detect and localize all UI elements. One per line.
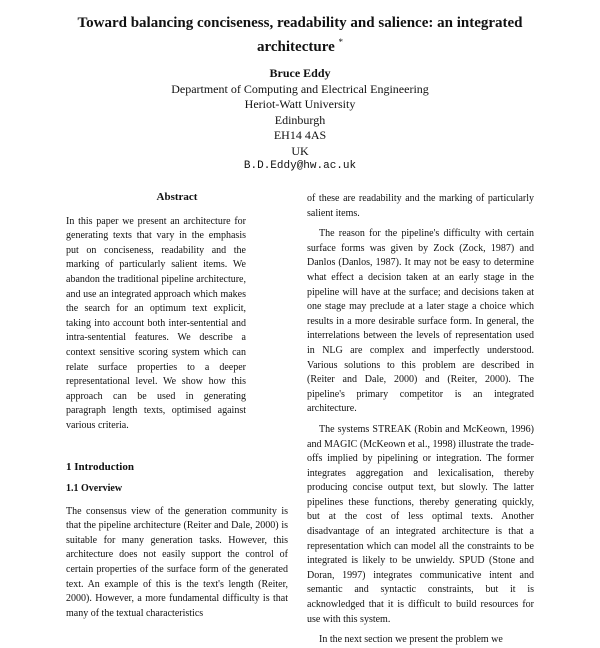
author-department: Department of Computing and Electrical Engineering <box>171 81 429 96</box>
left-column <box>66 190 288 621</box>
right-column <box>307 192 534 648</box>
right-paragraph-3: The systems STREAK (Robin and McKeown, 1996) and MAGIC (McKeown et al., 1998) illustrate the trade-offs implied by pipelining or integration. The former integrates aggregation and lexicalisation, thereby producing concise output text, but slowly. The latter pipelines these functions, thereby generating quickly, but at the cost of less optimal texts. Another disadvantage of an integrated architecture is that a representation which can model all the constraints to be integrated is likely to be unwieldy. SPUD (Stone and Doran, 1997) integrates communicative intent and semantic and syntactic constraints, but it is acknowledged that it is difficult to build resources for use with this system. <box>307 423 534 625</box>
abstract-heading: Abstract <box>156 191 198 203</box>
author-country: UK <box>291 143 309 158</box>
subsection-heading-overview: 1.1 Overview <box>66 483 123 495</box>
overview-paragraph: The consensus view of the generation community is that the pipeline architecture (Reiter and Dale, 2000) is suitable for many generation tasks. However, this architecture does not easily support the control of certain properties of the surface form of the generated text. An example of this is the text's length (Reiter, 2000). However, a more fundamental difficulty is that many of the textual characteristics <box>66 505 288 619</box>
paper-title <box>40 14 560 57</box>
author-block <box>100 66 500 175</box>
right-paragraph-1: of these are readability and the marking of particularly salient items. <box>307 193 534 219</box>
author-city: Edinburgh <box>274 112 326 127</box>
author-email[interactable]: B.D.Eddy@hw.ac.uk <box>243 160 357 172</box>
right-paragraph-2: The reason for the pipeline's difficulty with certain surface forms was given by Zock (Zock, 1987) and Danlos (Danlos, 1987). It may not be easy to determine what effect a decision taken at an early stage in the pipeline will have at the surface; and decisions taken at one stage may preclude at a later stage a choice which results in a more desirable surface form. In general, the interrelations between the levels of representation used in NLG are complex and imperfectly understood. Various solutions to this problem are described in (Reiter and Dale, 2000) and (Reiter, 2000). The pipeline's primary competitor is an integrated architecture. <box>307 228 534 415</box>
paper-title-text: Toward balancing conciseness, readability and salience: an integrated architecture <box>77 15 523 55</box>
author-university: Heriot-Watt University <box>244 97 356 111</box>
author-name: Bruce Eddy <box>269 66 331 80</box>
abstract-text: In this paper we present an architecture for generating texts that vary in the emphasis put on conciseness, readability and the marking of particularly salient items. We abandon the traditional pipeline architecture, and use an integrated approach which makes the search for an optimum text explicit, taking into account both inter-sentential and intra-sentential features. We describe a context sensitive scoring system which can relate surface properties to a deeper representational level. We show how this approach can be used in generating paragraph length texts, optimised against various criteria. <box>66 215 246 431</box>
author-postcode: EH14 4AS <box>273 128 327 142</box>
title-footnote-mark: * <box>338 37 343 47</box>
section-heading-introduction: 1 Introduction <box>66 460 134 473</box>
right-paragraph-4: In the next section we present the problem we <box>319 634 503 646</box>
